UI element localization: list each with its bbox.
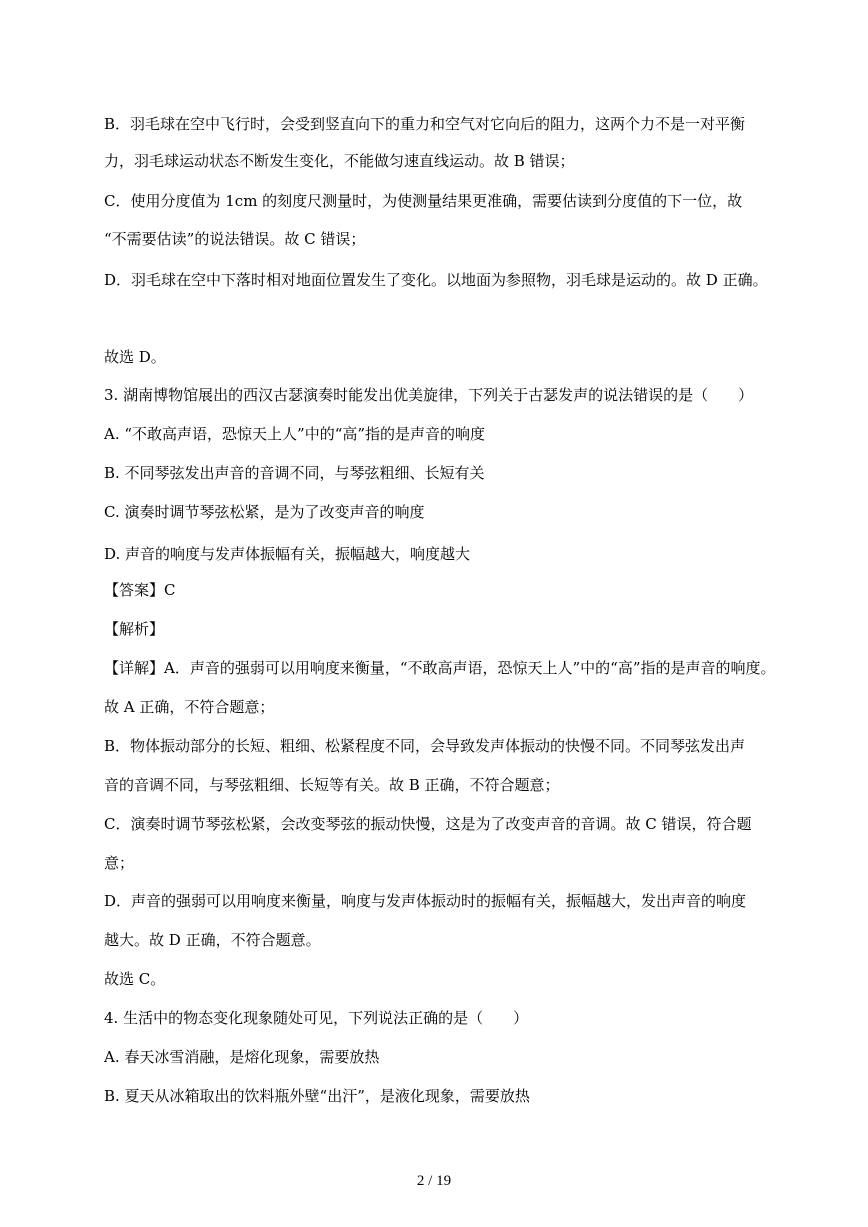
text-line-6: 故选 D。 [104,348,166,366]
text-line-5: D．羽毛球在空中下落时相对地面位置发生了变化。以地面为参照物，羽毛球是运动的。故 D 正确。 [104,271,768,289]
detail-line-4: 音的音调不同，与琴弦粗细、长短等有关。故 B 正确，不符合题意； [104,776,560,794]
analysis-label: 【解析】 [104,620,165,638]
text-line-4: “不需要估读”的说法错误。故 C 错误； [104,230,366,248]
question-3-option-a: A. “不敢高声语，恐惊天上人”中的“高”指的是声音的响度 [104,425,486,443]
text-line-3: C．使用分度值为 1cm 的刻度尺测量时，为使测量结果更准确，需要估读到分度值的下一位，故 [104,192,743,210]
detail-line-5: C．演奏时调节琴弦松紧，会改变琴弦的振动快慢，这是为了改变声音的音调。故 C 错误，符合题 [104,815,752,833]
detail-line-2: 故 A 正确，不符合题意； [104,698,275,716]
question-3-option-b: B. 不同琴弦发出声音的音调不同，与琴弦粗细、长短有关 [104,464,485,482]
question-3-option-d: D. 声音的响度与发声体振幅有关，振幅越大，响度越大 [104,545,471,563]
answer-label: 【答案】C [104,581,176,599]
detail-line-6: 意； [104,854,135,872]
detail-line-9: 故选 C。 [104,970,166,988]
detail-line-8: 越大。故 D 正确，不符合题意。 [104,931,321,949]
page-number: 2 / 19 [416,1173,452,1189]
question-4-option-a: A. 春天冰雪消融，是熔化现象，需要放热 [104,1048,380,1066]
detail-line-7: D．声音的强弱可以用响度来衡量，响度与发声体振动时的振幅有关，振幅越大，发出声音的响度 [104,892,747,910]
question-3-stem: 3. 湖南博物馆展出的西汉古瑟演奏时能发出优美旋律，下列关于古瑟发声的说法错误的是（ ） [104,386,754,404]
text-line-1: B．羽毛球在空中飞行时，会受到竖直向下的重力和空气对它向后的阻力，这两个力不是一对平衡 [104,115,746,133]
question-4-option-b: B. 夏天从冰箱取出的饮料瓶外壁“出汗”，是液化现象，需要放热 [104,1087,530,1105]
text-line-2: 力，羽毛球运动状态不断发生变化，不能做匀速直线运动。故 B 错误； [104,152,575,170]
detail-line-1: 【详解】A．声音的强弱可以用响度来衡量，“不敢高声语，恐惊天上人”中的“高”指的是声音的响度。 [104,659,776,677]
question-3-option-c: C. 演奏时调节琴弦松紧，是为了改变声音的响度 [104,503,425,521]
detail-line-3: B．物体振动部分的长短、粗细、松紧程度不同，会导致发声体振动的快慢不同。不同琴弦发出声 [104,737,746,755]
question-4-stem: 4. 生活中的物态变化现象随处可见，下列说法正确的是（ ） [104,1009,529,1027]
